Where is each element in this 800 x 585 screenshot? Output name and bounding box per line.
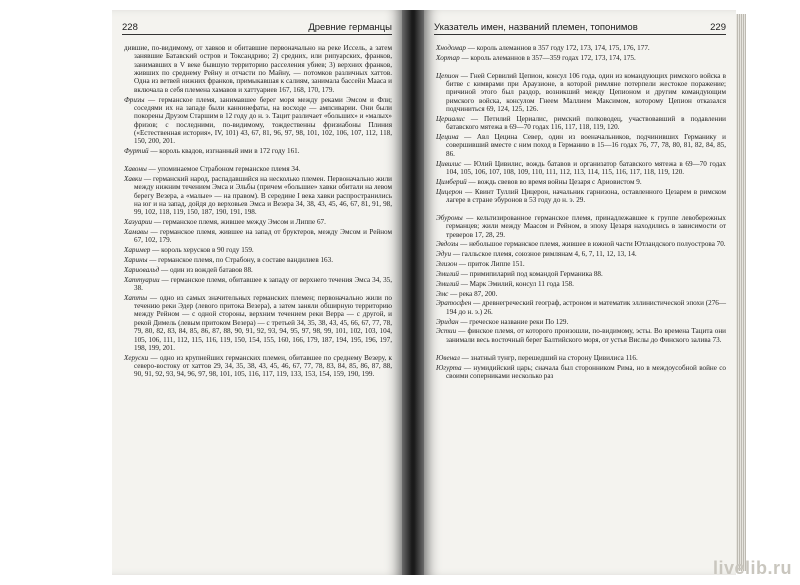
index-entry: [436, 250, 726, 258]
entry-term: Фризы: [124, 95, 145, 104]
entry-text: — упоминаемое Страбоном германское племя 34.: [146, 164, 301, 173]
index-entry: [436, 270, 726, 278]
running-head-right: [434, 22, 726, 35]
entry-text: — примипиларий под командой Германика 88.: [458, 269, 603, 278]
entry-text: — Юлий Цивилис, вождь батавов и организатор батавского мятежа в 69—70 годах 104, 105, 106, 107, 108, 109, 110, 111, 112, 113, 114, 115, 116, 117, 118, 119, 120.: [446, 159, 726, 176]
entry-term: Ювенал: [436, 353, 460, 362]
entry-text: — финское племя, от которого произошли, по-видимому, эсты. Во времена Тацита они занимали весь восточный берег Балтийского моря, от устья Вислы до Финского залива 73.: [446, 327, 726, 344]
index-entry: [436, 354, 726, 362]
entry-term: Фуртий: [124, 147, 149, 156]
index-entry: [124, 256, 392, 264]
entry-text: — германское племя, жившее между Эмсом и Липпе 67.: [152, 218, 326, 227]
index-entry: [124, 96, 392, 146]
index-entry: [124, 218, 392, 226]
index-entry: [436, 260, 726, 268]
entry-term: Хатты: [124, 293, 148, 302]
entry-text: — небольшое германское племя, жившее в южной части Ютландского полуострова 70.: [458, 240, 726, 249]
entry-text: — знатный тунгр, перешедший на сторону Цивилиса 116.: [459, 353, 638, 362]
left-page: [112, 10, 402, 575]
entry-text: — король алеманнов в 357—359 годах 172, 173, 174, 175.: [459, 53, 636, 62]
entry-term: Хамавы: [124, 227, 148, 236]
index-entry: [436, 54, 726, 62]
entry-term: Хнодомар: [436, 44, 466, 52]
entry-text: — один из вождей батавов 88.: [159, 265, 253, 274]
entry-text: дившие, по-видимому, от хавков и обитавшие первоначально на реке Иссель, а затем занявшие Батавский остров и Токсандрию; 2) средних, или рипуарских, франков, занимавших в V веке бывшую территорию расселения убиев; 3) верхних франков, живших по среднему Рейну и отчасти по Майну, — потомков различных хаттов. Одна из ветвей нижних франков, примыкавшая к салиям, занимала бассейн Мааса и включала в себя племена хамавов и хаттуариев 167, 168, 170, 179.: [124, 44, 392, 94]
index-entry: [124, 294, 392, 352]
entry-term: Эмилий: [436, 279, 459, 288]
entry-term: Югурта: [436, 363, 462, 372]
page-edges: [736, 14, 746, 571]
index-entry: [436, 280, 726, 288]
entry-text: — Квинт Туллий Цицерон, начальник гарнизона, оставленного Цезарем в римском лагере в стране эбуронов в 53 году до н. э. 29.: [446, 187, 726, 204]
index-entry: [436, 318, 726, 326]
index-entry: [436, 299, 726, 316]
entry-text: — германское племя, по Страбону, в составе вандилиев 163.: [147, 255, 333, 264]
index-entry: [124, 147, 392, 155]
index-entry: [124, 228, 392, 245]
entry-term: Эридан: [436, 317, 459, 326]
index-entry: [436, 327, 726, 344]
entry-term: Хазуарии: [124, 218, 153, 227]
index-entry: [436, 160, 726, 177]
entry-text: — германское племя, занимавшее берег моря между реками Эмсом и Фли; соседями их на западе были каннинефаты, на восходе — ампсиварии. Они были покорены Друзом Старшим в 12 году до н. э. Тацит различает «больших» и «малых» фризов; с последними, по-видимому, тождественны фризиабоны Плиния («Естественная история», IV, 101) 43, 67, 81, 96, 97, 98, 101, 102, 106, 107, 112, 118, 150, 200, 201.: [134, 95, 392, 146]
entry-term: Хаример: [124, 246, 151, 255]
right-page: [424, 10, 736, 575]
entry-text: — кельтизированное германское племя, принадлежавшее к группе левобережных германцев; жили между Маасом и Рейном, в эпоху Цезаря находились в зависимости от треверов 17, 28, 29.: [446, 213, 726, 239]
index-entry: [124, 175, 392, 217]
entry-term: Хариовальд: [124, 265, 160, 274]
index-entry: [124, 246, 392, 254]
running-title-left: Древние германцы: [308, 22, 392, 33]
entry-term: Эмилий: [436, 269, 459, 278]
entry-term: Цериалис: [436, 114, 465, 123]
entry-text: — Марк Эмилий, консул 11 года 158.: [458, 279, 574, 288]
entry-text: — Гней Сервилий Цепион, консул 106 года, один из командующих римского войска в битве с кимврами при Араузионе, в которой римляне потерпели жестокое поражение; причиной этого был раздор, возникший между Цепионом и другим командующим римского войска, консулом Гнеем Маллием Максимом, которому Цепион отказался подчиниться 69, 124, 125, 126.: [446, 71, 726, 114]
index-entry: [124, 44, 392, 94]
entry-term: Эмс: [436, 289, 449, 298]
entry-term: Эдуи: [436, 250, 452, 259]
entry-term: Эвдозы: [436, 240, 459, 249]
entry-term: Эбуроны: [436, 213, 463, 222]
entry-text: — германский народ, распадавшийся на несколько племен. Первоначально жили между нижним течением Эмса и Эльбы (причем «большие» хавки обитали на левом берегу Везера, а «малые» — на правом). В середине I века хавки распространились на юг и на запад, дойдя до верховьев Эмса и Везера 34, 38, 43, 45, 46, 67, 81, 91, 98, 99, 102, 118, 119, 150, 187, 190, 191, 198.: [134, 174, 392, 217]
page-number-right: 229: [710, 22, 726, 33]
section-gap: [124, 157, 392, 165]
index-entry: [436, 178, 726, 186]
page-number-left: 228: [122, 22, 138, 33]
entry-text: — галльское племя, союзное римлянам 4, 6, 7, 11, 12, 13, 14.: [451, 250, 637, 259]
entry-text: — король квадов, изгнанный ими в 172 году 161.: [148, 147, 300, 156]
index-entry: [436, 290, 726, 298]
entry-term: Элизон: [436, 260, 458, 269]
index-entry: [124, 165, 392, 173]
entry-term: Цивилис: [436, 159, 462, 168]
section-gap: [436, 206, 726, 214]
entry-text: — одно из крупнейших германских племен, обитавшее по среднему Везеру, к северо-востоку от хаттов 29, 34, 35, 38, 43, 45, 46, 67, 77, 78, 83, 84, 85, 86, 87, 88, 90, 91, 92, 93, 94, 96, 97, 98, 101, 105, 116, 117, 119, 133, 153, 154, 159, 190, 199.: [134, 353, 392, 379]
right-page-entries: [436, 44, 726, 382]
index-entry: [124, 276, 392, 293]
entry-text: — германское племя, обитавшее к западу от верхнего течения Эмса 34, 35, 38.: [134, 275, 392, 292]
entry-text: — Петилий Цериалис, римский полководец, участвовавший в подавлении батавского мятежа в 69—70 годах 116, 117, 118, 119, 120.: [446, 114, 726, 132]
entry-text: — приток Липпе 151.: [457, 260, 525, 269]
entry-term: Цицерон: [436, 187, 463, 196]
entry-term: Хортар: [436, 53, 460, 62]
entry-text: — король алеманнов в 357 году 172, 173, 174, 175, 176, 177.: [466, 44, 650, 52]
entry-text: — вождь свевов во время войны Цезаря с Ариовистом 9.: [466, 177, 642, 186]
index-entry: [436, 115, 726, 132]
entry-text: — одно из самых значительных германских племен; первоначально жили по течению реки Эдер (левого притока Везера), а затем заняли обширную территорию между Рейном — с одной стороны, верхним течением реки Верра — с другой, и рекой Димель (левым притоком Везера) — с третьей 34, 35, 38, 43, 45, 66, 67, 77, 78, 79, 80, 82, 83, 84, 85, 86, 87, 88, 90, 91, 92, 93, 94, 95, 97, 98, 99, 101, 102, 103, 104, 105, 106, 111, 112, 115, 116, 119, 150, 154, 155, 160, 166, 179, 187, 194, 195, 196, 197, 198, 199, 201.: [134, 293, 392, 352]
index-entry: [436, 44, 726, 52]
entry-term: Цимберий: [436, 177, 467, 186]
entry-text: — греческое название реки По 129.: [458, 317, 569, 326]
entry-text: — река 87, 200.: [448, 289, 498, 298]
entry-term: Эратосфен: [436, 299, 472, 308]
entry-term: Эстии: [436, 327, 457, 336]
running-head-left: [122, 22, 392, 35]
entry-text: — король херусков в 90 году 159.: [150, 246, 254, 255]
index-entry: [436, 214, 726, 239]
index-entry: [436, 133, 726, 158]
entry-term: Цецина: [436, 133, 459, 142]
section-gap: [436, 346, 726, 354]
entry-term: Херуски: [124, 353, 149, 362]
entry-text: — нумидийский царь; сначала был сторонником Рима, но в междоусобной войне со своими соперниками несколько раз: [446, 363, 726, 380]
index-entry: [124, 354, 392, 379]
entry-text: — древнегреческий географ, астроном и математик эллинистической эпохи (276—194 до н. э.) 26.: [446, 299, 726, 316]
watermark-logo: livelib.ru: [712, 558, 792, 578]
left-page-entries: [124, 44, 392, 380]
index-entry: [436, 364, 726, 381]
entry-text: — германское племя, жившее на запад от бруктеров, между Эмсом и Рейном 67, 102, 179.: [134, 227, 392, 245]
running-title-right: Указатель имен, названий племен, топонимов: [434, 22, 638, 33]
entry-term: Харины: [124, 255, 148, 264]
entry-term: Хавоны: [124, 164, 147, 173]
entry-text: — Авл Цецина Север, один из военачальников, подчинивших Германику и совершивший вместе с ним поход в Германию в 15—16 годах 76, 77, 78, 80, 81, 82, 84, 85, 86.: [446, 133, 726, 158]
index-entry: [436, 188, 726, 205]
index-entry: [436, 72, 726, 114]
entry-term: Цепион: [436, 71, 459, 80]
entry-term: Хавки: [124, 174, 142, 183]
section-gap: [436, 64, 726, 72]
entry-term: Хаттуарии: [124, 275, 160, 284]
index-entry: [124, 266, 392, 274]
index-entry: [436, 240, 726, 248]
book-gutter: [402, 10, 424, 575]
